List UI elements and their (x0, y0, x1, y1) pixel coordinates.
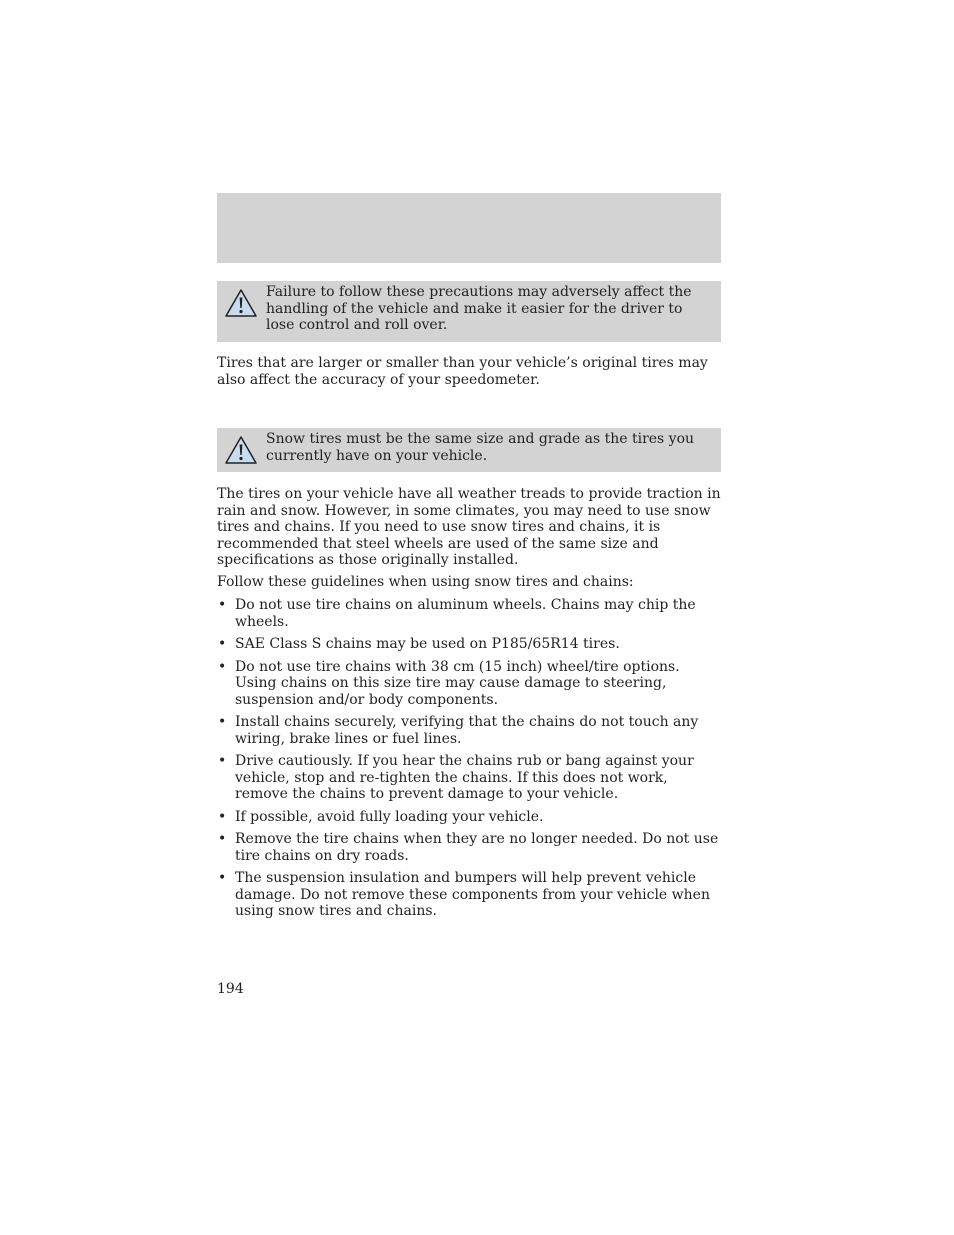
bullet-icon: • (218, 714, 227, 730)
warning-box-rollover (217, 281, 721, 342)
list-item (217, 659, 721, 709)
bullet-icon: • (218, 658, 227, 675)
guidelines-intro: Follow these guidelines when using snow tires and chains: (217, 574, 634, 590)
warning-text: Snow tires must be the same size and grade as the tires you currently have on your vehicle. (266, 431, 695, 464)
list-item-text: Remove the tire chains when they are no longer needed. Do not use tire chains on dry roads. (235, 831, 719, 864)
page-number: 194 (217, 981, 244, 997)
bullet-icon: • (218, 753, 227, 769)
list-item-text: SAE Class S chains may be used on P185/65R14 tires. (235, 636, 620, 652)
list-item-text: Install chains securely, verifying that the chains do not touch any wiring, brake lines or fuel lines. (235, 714, 699, 747)
list-item (217, 831, 721, 864)
list-item-text: Do not use tire chains on aluminum wheels. Chains may chip the wheels. (235, 597, 696, 630)
warning-text: Failure to follow these precautions may adversely affect the handling of the vehicle and make it easier for the driver to lose control and roll over. (266, 284, 692, 333)
list-item (217, 753, 721, 803)
list-item (217, 636, 721, 653)
list-item (217, 870, 721, 920)
list-item (217, 597, 721, 630)
bullet-icon: • (218, 597, 227, 613)
section-header-band (217, 193, 721, 263)
bullet-icon: • (218, 636, 227, 652)
list-item-text: Drive cautiously. If you hear the chains rub or bang against your vehicle, stop and re-tighten the chains. If this does not work, remove the chains to prevent damage to your vehicle. (235, 753, 694, 802)
warning-triangle-icon (224, 435, 258, 465)
list-item-text: If possible, avoid fully loading your vehicle. (235, 808, 544, 825)
all-weather-paragraph: The tires on your vehicle have all weather treads to provide traction in rain and snow. However, in some climates, you may need to use snow tires and chains. If you need to use snow tires and chains, it is recommended that steel wheels are used of the same size and specifications as those originally installed. (217, 486, 721, 568)
bullet-icon: • (218, 870, 227, 886)
list-item-text: The suspension insulation and bumpers will help prevent vehicle damage. Do not remove these components from your vehicle when using snow tires and chains. (235, 870, 710, 919)
list-item (217, 809, 721, 826)
list-item (217, 714, 721, 747)
bullet-icon: • (218, 808, 227, 825)
speedometer-paragraph: Tires that are larger or smaller than your vehicle’s original tires may also affect the accuracy of your speedometer. (217, 355, 708, 388)
warning-triangle-icon (224, 288, 258, 318)
warning-box-snow-tires (217, 428, 721, 472)
bullet-icon: • (218, 831, 227, 847)
guidelines-list (217, 597, 721, 926)
list-item-text: Do not use tire chains with 38 cm (15 inch) wheel/tire options. Using chains on this size tire may cause damage to steering, suspension and/or body components. (235, 658, 680, 708)
